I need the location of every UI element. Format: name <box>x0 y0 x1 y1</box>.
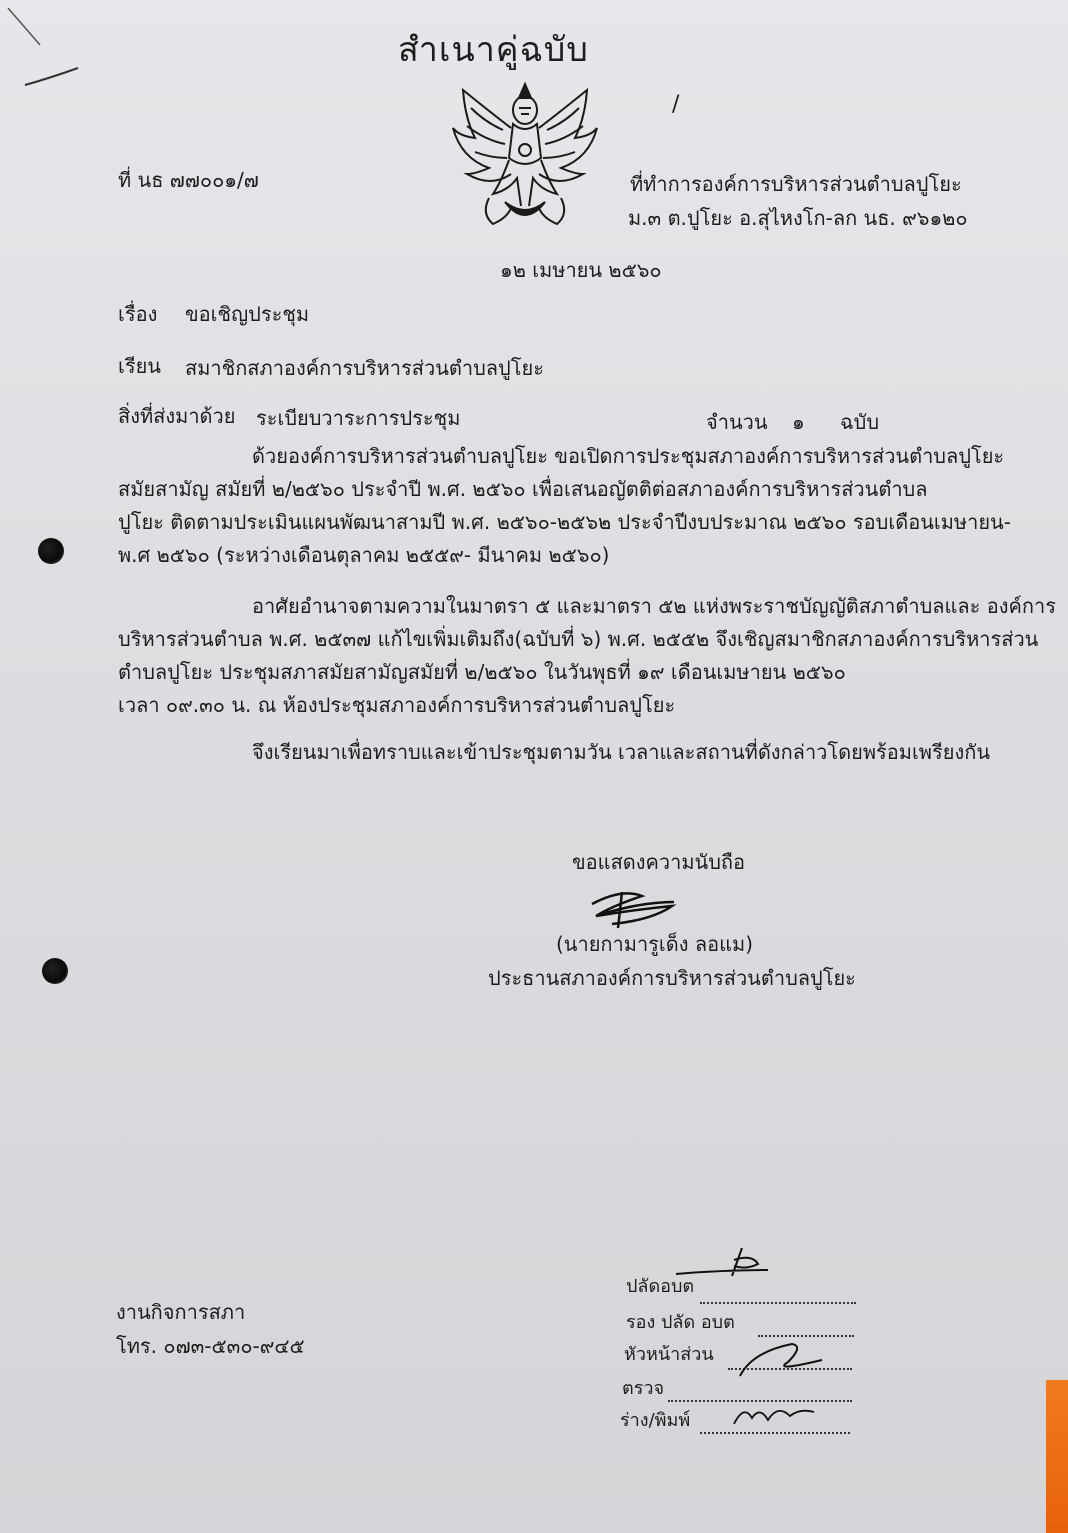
signer-name: (นายกามารูเด็ง ลอแม) <box>556 932 754 956</box>
document-date: ๑๒ เมษายน ๒๕๖๐ <box>500 258 662 282</box>
enclosure-qty-label: จำนวน <box>706 410 768 434</box>
subject-value: ขอเชิญประชุม <box>185 302 310 326</box>
paragraph-line: ปูโยะ ติดตามประเมินแผนพัฒนาสามปี พ.ศ. ๒๕๖๐-๒๕๖๒ ประจำปีงบประมาณ ๒๕๖๐ รอบเดือนเมษายน- <box>118 510 1011 534</box>
corner-mark <box>0 0 120 110</box>
department-phone: โทร. ๐๗๓-๕๓๐-๙๔๕ <box>116 1334 305 1358</box>
subject-label: เรื่อง <box>118 302 158 326</box>
routing-label: ร่าง/พิมพ์ <box>620 1410 691 1431</box>
routing-label: รอง ปลัด อบต <box>626 1312 735 1333</box>
paragraph-line: ตำบลปูโยะ ประชุมสภาสมัยสามัญสมัยที่ ๒/๒๕๖๐ ในวันพุธที่ ๑๙ เดือนเมษายน ๒๕๖๐ <box>118 660 846 684</box>
punch-hole <box>42 958 68 984</box>
paragraph-line: ด้วยองค์การบริหารส่วนตำบลปูโยะ ขอเปิดการประชุมสภาองค์การบริหารส่วนตำบลปูโยะ <box>252 444 1005 468</box>
routing-initial-mark <box>730 1398 820 1432</box>
routing-line <box>700 1302 856 1304</box>
enclosure-label: สิ่งที่ส่งมาด้วย <box>118 404 236 428</box>
enclosure-value: ระเบียบวาระการประชุม <box>256 406 461 430</box>
routing-line <box>700 1432 850 1434</box>
routing-label: ปลัดอบต <box>626 1276 695 1297</box>
recipient-label: เรียน <box>118 354 161 378</box>
document-number: ที่ นธ ๗๗๐๐๑/๗ <box>118 168 259 192</box>
signer-title: ประธานสภาองค์การบริหารส่วนตำบลปูโยะ <box>488 966 856 990</box>
recipient-value: สมาชิกสภาองค์การบริหารส่วนตำบลปูโยะ <box>185 356 544 380</box>
closing-regards: ขอแสดงความนับถือ <box>572 850 746 874</box>
garuda-emblem-icon <box>445 78 605 236</box>
copy-stamp: สำเนาคู่ฉบับ <box>398 30 589 70</box>
orange-folder-edge <box>1046 1380 1068 1533</box>
body-paragraph-3: จึงเรียนมาเพื่อทราบและเข้าประชุมตามวัน เวลาและสถานที่ดังกล่าวโดยพร้อมเพรียงกัน <box>252 740 990 764</box>
body-paragraph-1 <box>118 440 1011 570</box>
address-line-1: ที่ทำการองค์การบริหารส่วนตำบลปูโยะ <box>630 172 962 196</box>
pen-mark: / <box>672 92 680 117</box>
paragraph-line: อาศัยอำนาจตามความในมาตรา ๕ และมาตรา ๕๒ แห่งพระราชบัญญัติสภาตำบลและ องค์การ <box>252 594 1057 618</box>
paragraph-line: สมัยสามัญ สมัยที่ ๒/๒๕๖๐ ประจำปี พ.ศ. ๒๕๖๐ เพื่อเสนอญัตติต่อสภาองค์การบริหารส่วนตำบล <box>118 477 928 501</box>
address-line-2: ม.๓ ต.ปูโยะ อ.สุไหงโก-ลก นธ. ๙๖๑๒๐ <box>628 206 968 230</box>
routing-label: หัวหน้าส่วน <box>624 1344 714 1365</box>
paragraph-line: พ.ศ ๒๕๖๐ (ระหว่างเดือนตุลาคม ๒๕๕๙- มีนาคม ๒๕๖๐) <box>118 543 610 567</box>
enclosure-qty: ๑ <box>792 410 805 434</box>
body-paragraph-2 <box>118 590 1057 720</box>
enclosure-unit: ฉบับ <box>840 410 880 434</box>
routing-initial-mark <box>732 1332 832 1382</box>
paragraph-line: บริหารส่วนตำบล พ.ศ. ๒๕๓๗ แก้ไขเพิ่มเติมถึง(ฉบับที่ ๖) พ.ศ. ๒๕๕๒ จึงเชิญสมาชิกสภาองค์การบริหารส่วน <box>118 627 1039 651</box>
routing-label: ตรวจ <box>622 1378 665 1399</box>
punch-hole <box>38 538 64 564</box>
paragraph-line: เวลา ๐๙.๓๐ น. ณ ห้องประชุมสภาองค์การบริหารส่วนตำบลปูโยะ <box>118 693 676 717</box>
department-name: งานกิจการสภา <box>116 1300 246 1324</box>
